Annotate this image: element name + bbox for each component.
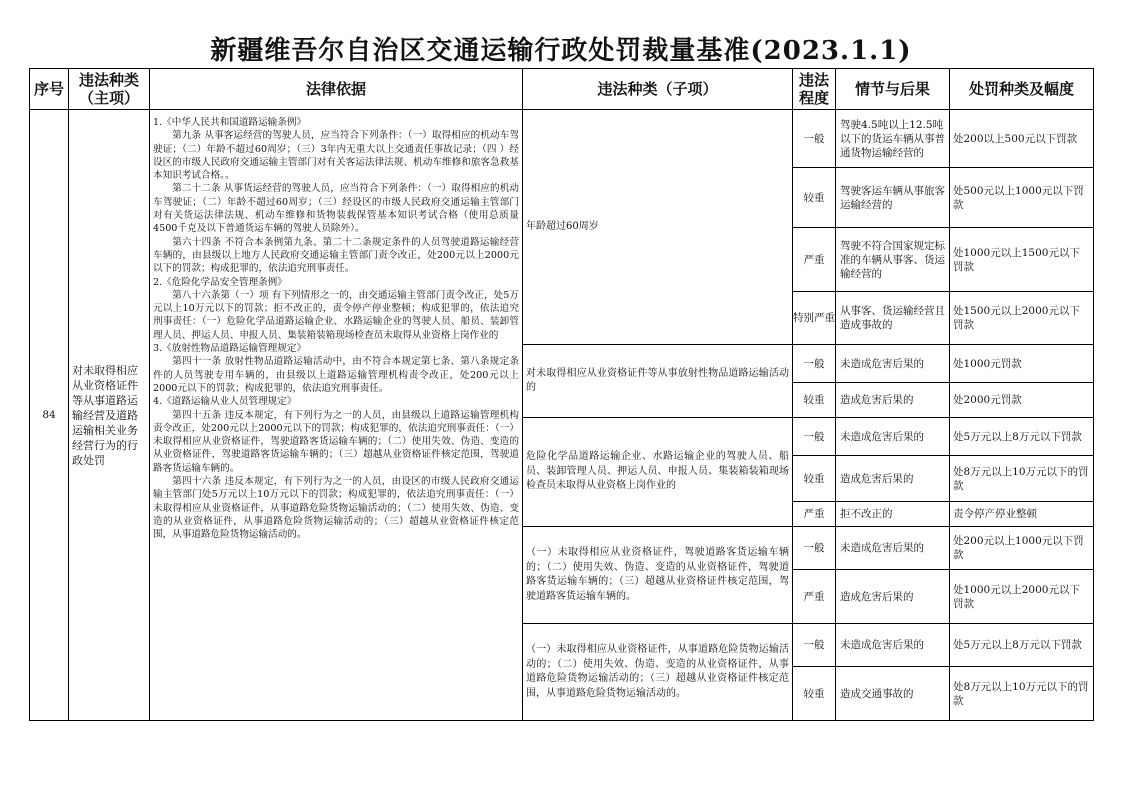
circumstance-cell: 未造成危害后果的 [836,345,950,383]
header-penalty: 处罚种类及幅度 [950,69,1094,110]
circumstance-cell: 拒不改正的 [836,502,950,527]
header-legal-basis: 法律依据 [150,69,523,110]
document-title: 新疆维吾尔自治区交通运输行政处罚裁量基准(2023.1.1) [210,36,912,66]
header-row [30,69,1094,110]
legal-basis-paragraph: 4.《道路运输从业人员管理规定》 [153,396,297,408]
sub-category-cell: 危险化学品道路运输企业、水路运输企业的驾驶人员、船员、装卸管理人员、押运人员、申报人员、集装箱装箱现场检查员未取得从业资格上岗作业的 [523,418,793,527]
legal-basis-paragraph: 第六十四条 不符合本条例第九条、第二十二条规定条件的人员驾驶道路运输经营车辆的，由县级以上地方人民政府交通运输主管部门责令改正，处200元以上2000元以下的罚款；构成犯罪的，依法追究刑事责任。 [153,236,519,275]
row-seq-cell: 84 [30,110,69,721]
header-seq: 序号 [30,69,69,110]
degree-cell: 严重 [793,228,836,292]
circumstance-cell: 造成危害后果的 [836,570,950,624]
penalty-cell: 处8万元以上10万元以下的罚款 [950,667,1094,721]
main-category-cell: 对未取得相应从业资格证件等从事道路运输经营及道路运输相关业务经营行为的行政处罚 [69,110,150,721]
degree-cell: 严重 [793,502,836,527]
legal-basis-paragraph: 第二十二条 从事货运经营的驾驶人员，应当符合下列条件：（一）取得相应的机动车驾驶证；（二）年龄不超过60周岁；（三）经设区的市级人民政府交通运输主管部门对有关货运法律法规、机动车维修和货物装载保管基本知识考试合格（使用总质量4500千克及以下普通货运车辆的驾驶人员除外）。 [153,183,519,235]
degree-cell: 一般 [793,345,836,383]
degree-cell: 一般 [793,527,836,570]
degree-cell: 较重 [793,667,836,721]
legal-basis-paragraph: 第八十六条第（一）项 有下列情形之一的，由交通运输主管部门责令改正，处5万元以上10万元以下的罚款；拒不改正的，责令停产停业整顿；构成犯罪的，依法追究刑事责任：（一）危险化学品道路运输企业、水路运输企业的驾驶人员、船员、装卸管理人员、押运人员、申报人员、集装箱装箱现场检查员未取得从业资格上岗作业的 [153,289,519,341]
degree-cell: 严重 [793,570,836,624]
legal-basis-cell [150,110,523,721]
penalty-cell: 处200元以上1000元以下罚款 [950,527,1094,570]
legal-basis-paragraph: 第九条 从事客运经营的驾驶人员，应当符合下列条件：（一）取得相应的机动车驾驶证；（二）年龄不超过60周岁；（三）3年内无重大以上交通责任事故记录；（四 ）经设区的市级人民政府交通运输主管部门对有关客运法律法规、机动车维修和旅客急救基本知识考试合格。。 [153,130,519,182]
sub-category-cell: （一）未取得相应从业资格证件，从事道路危险货物运输活动的；（二）使用失效、伪造、变造的从业资格证件，从事道路危险货物运输活动的；（三）超越从业资格证件核定范围，从事道路危险货物运输活动的。 [523,624,793,721]
circumstance-cell: 造成危害后果的 [836,456,950,502]
penalty-cell: 处1000元罚款 [950,345,1094,383]
legal-basis-paragraph: 第四十五条 违反本规定，有下列行为之一的人员，由县级以上道路运输管理机构责令改正，处200元以上2000元以下的罚款；构成犯罪的，依法追究刑事责任：（一）未取得相应从业资格证件，驾驶道路客货运输车辆的；（二）使用失效、伪造、变造的从业资格证件，驾驶道路客货运输车辆的；（三）超越从业资格证件核定范围，驾驶道路客货运输车辆的。 [153,409,519,474]
penalty-cell: 处2000元罚款 [950,383,1094,418]
degree-cell: 较重 [793,168,836,228]
penalty-cell: 处500元以上1000元以下罚款 [950,168,1094,228]
penalty-cell: 处1000元以上2000元以下罚款 [950,570,1094,624]
table-row [30,110,1094,168]
penalty-cell: 处8万元以上10万元以下的罚款 [950,456,1094,502]
penalty-cell: 处5万元以上8万元以下罚款 [950,624,1094,667]
sub-category-cell: 年龄超过60周岁 [523,110,793,345]
legal-basis-paragraph: 2.《危险化学品安全管理条例》 [153,276,287,288]
circumstance-cell: 造成交通事故的 [836,667,950,721]
penalty-cell: 处1000元以上1500元以下罚款 [950,228,1094,292]
penalty-table [29,68,1094,721]
degree-cell: 一般 [793,110,836,168]
header-main-category-text: 违法种类 （主项） [78,71,139,107]
circumstance-cell: 驾驶客运车辆从事旅客运输经营的 [836,168,950,228]
circumstance-cell: 驾驶4.5吨以上12.5吨以下的货运车辆从事普通货物运输经营的 [836,110,950,168]
circumstance-cell: 造成危害后果的 [836,383,950,418]
penalty-cell: 责令停产停业整顿 [950,502,1094,527]
degree-cell: 特别严重 [793,292,836,345]
circumstance-cell: 驾驶不符合国家规定标准的车辆从事客、货运输经营的 [836,228,950,292]
degree-cell: 一般 [793,418,836,456]
circumstance-cell: 未造成危害后果的 [836,418,950,456]
penalty-cell: 处5万元以上8万元以下罚款 [950,418,1094,456]
header-degree-text: 违法 程度 [798,71,829,107]
legal-basis-paragraph: 3.《放射性物品道路运输管理规定》 [153,343,307,355]
header-sub-category: 违法种类（子项） [523,69,793,110]
degree-cell: 一般 [793,624,836,667]
circumstance-cell: 未造成危害后果的 [836,527,950,570]
header-degree [793,69,836,110]
degree-cell: 较重 [793,383,836,418]
circumstance-cell: 未造成危害后果的 [836,624,950,667]
sub-category-cell: 对未取得相应从业资格证件等从事放射性物品道路运输活动的 [523,345,793,418]
sub-category-cell: （一）未取得相应从业资格证件，驾驶道路客货运输车辆的；（二）使用失效、伪造、变造的从业资格证件，驾驶道路客货运输车辆的；（三）超越从业资格证件核定范围，驾驶道路客货运输车辆的。 [523,527,793,624]
legal-basis-paragraph: 第四十一条 放射性物品道路运输活动中，由不符合本规定第七条、第八条规定条件的人员驾驶专用车辆的，由县级以上道路运输管理机构责令改正，处200元以上2000元以下的罚款；构成犯罪的，依法追究刑事责任。 [153,356,519,394]
circumstance-cell: 从事客、货运输经营且造成事故的 [836,292,950,345]
penalty-cell: 处200以上500元以下罚款 [950,110,1094,168]
header-main-category [69,69,150,110]
header-circumstances: 情节与后果 [836,69,950,110]
degree-cell: 较重 [793,456,836,502]
legal-basis-paragraph: 第四十六条 违反本规定，有下列行为之一的人员，由设区的市级人民政府交通运输主管部门处5万元以上10万元以下的罚款；构成犯罪的，依法追究刑事责任：（一）未取得相应从业资格证件，从事道路危险货物运输活动的；（二）使用失效、伪造、变造的从业资格证件，从事道路危险货物运输活动的；（三）超越从业资格证件核定范围，从事道路危险货物运输活动的。 [153,476,519,541]
legal-basis-paragraph: 1.《中华人民共和国道路运输条例》 [153,117,307,128]
penalty-cell: 处1500元以上2000元以下罚款 [950,292,1094,345]
